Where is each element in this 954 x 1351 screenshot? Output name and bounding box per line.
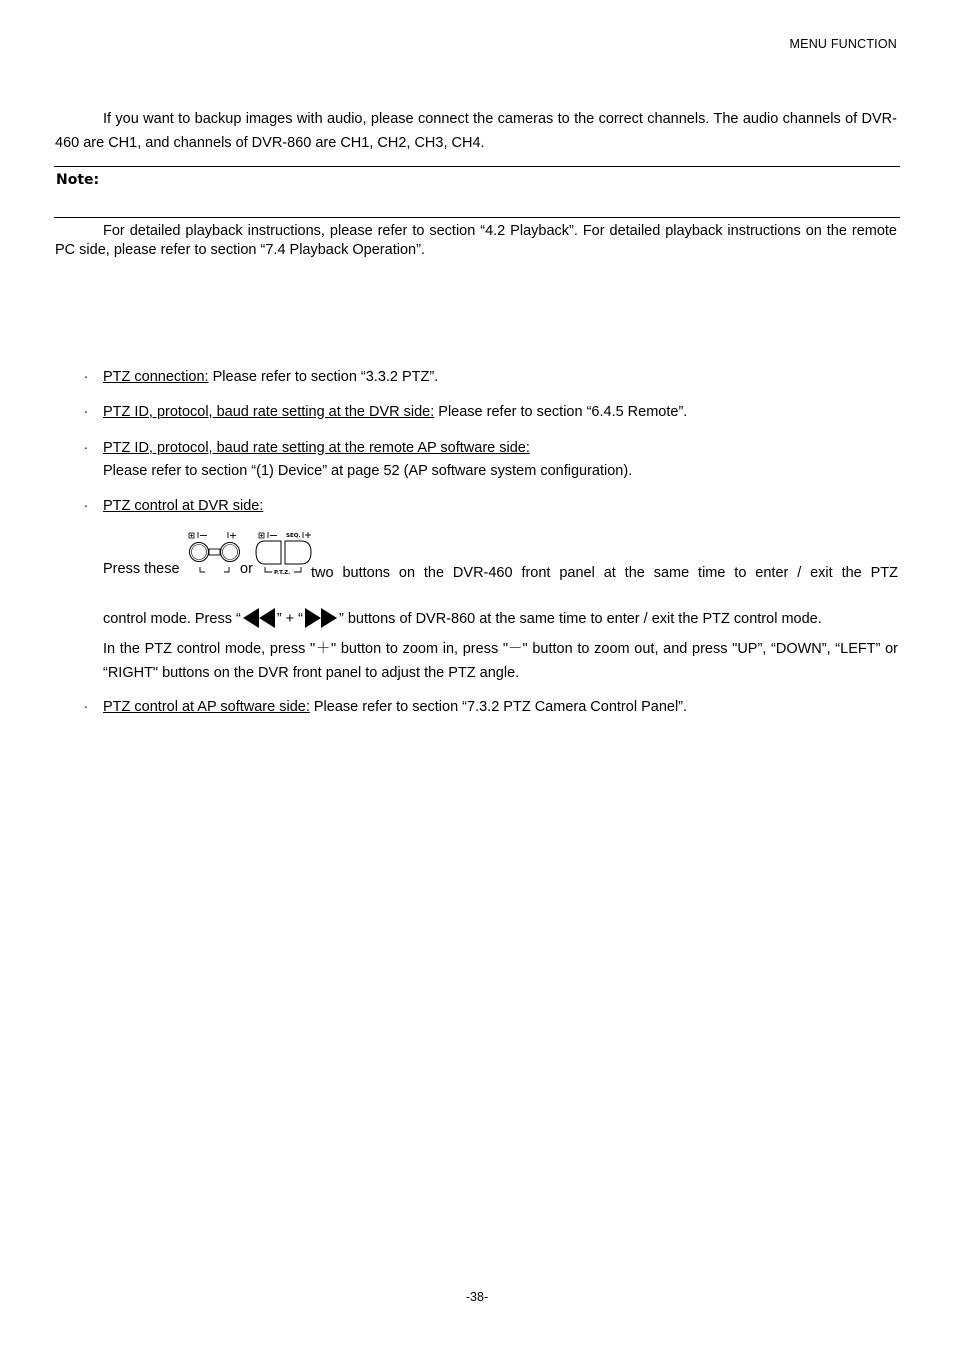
bullet-label: PTZ control at AP software side: — [103, 699, 310, 715]
dvr460-zoom-buttons-icon — [185, 528, 245, 578]
bullet-label: PTZ connection: — [103, 369, 209, 385]
seq-label: SEQ. — [286, 533, 301, 539]
bullet-text: Please refer to section “7.3.2 PTZ Camera Control Panel”. — [309, 699, 688, 715]
zoom-instructions: In the PTZ control mode, press "＋" button to zoom in, press "－" button to zoom out, and press "UP”, “DOWN”, “LEFT” or “RIGHT" buttons on the DVR front panel to adjust the PTZ angle. — [103, 641, 898, 681]
two-buttons-text: two buttons on the DVR-460 front panel at the same time to enter / exit the PTZ — [311, 565, 898, 581]
note-bottom-rule — [54, 217, 900, 218]
control-mode-text-b: ” + “ — [276, 611, 303, 627]
note-paragraph — [55, 222, 897, 260]
bullet-ptz-connection — [103, 369, 438, 385]
bullet-text: Please refer to section “(1) Device” at page 52 (AP software system configuration). — [103, 463, 633, 479]
press-these-text: Press these — [103, 561, 180, 577]
page-header: MENU FUNCTION — [789, 37, 897, 51]
bullet-marker: ‧ — [84, 371, 88, 385]
intro-paragraph — [55, 107, 897, 155]
dvr460-ptz-seq-buttons-icon — [255, 528, 315, 578]
bullet-text: Please refer to section “3.3.2 PTZ”. — [208, 369, 439, 385]
rewind-icon — [241, 607, 277, 629]
bullet-dvr-side-setting — [103, 404, 687, 420]
control-mode-line — [103, 607, 822, 629]
bullet-marker: ‧ — [84, 442, 88, 456]
or-text: or — [240, 561, 253, 577]
fast-forward-icon — [303, 607, 339, 629]
note-top-rule — [54, 166, 900, 167]
bullet-marker: ‧ — [84, 406, 88, 420]
page-number: -38- — [465, 1290, 489, 1304]
ptz-label: P.T.Z. — [274, 570, 291, 576]
bullet-ap-control — [103, 699, 687, 715]
control-mode-text-c: ” buttons of DVR-860 at the same time to enter / exit the PTZ control mode. — [339, 611, 822, 627]
note-text: For detailed playback instructions, please refer to section “4.2 Playback”. For detailed playback instructions on the remote PC side, please refer to section “7.4 Playback Operation”. — [55, 223, 897, 258]
bullet-label: PTZ control at DVR side: — [103, 498, 264, 514]
bullet-remote-ap-setting — [103, 440, 530, 456]
bullet-dvr-control — [103, 498, 263, 514]
bullet-text: Please refer to section “6.4.5 Remote”. — [434, 404, 688, 420]
bullet-label: PTZ ID, protocol, baud rate setting at the DVR side: — [103, 404, 435, 420]
bullet-label: PTZ ID, protocol, baud rate setting at the remote AP software side: — [103, 440, 530, 456]
bullet-marker: ‧ — [84, 701, 88, 715]
control-mode-text-a: control mode. Press “ — [103, 611, 241, 627]
note-label: Note: — [56, 172, 100, 188]
bullet-marker: ‧ — [84, 500, 88, 514]
intro-text: If you want to backup images with audio, please connect the cameras to the correct channels. The audio channels of DVR-460 are CH1, and channels of DVR-860 are CH1, CH2, CH3, CH4. — [55, 111, 897, 151]
